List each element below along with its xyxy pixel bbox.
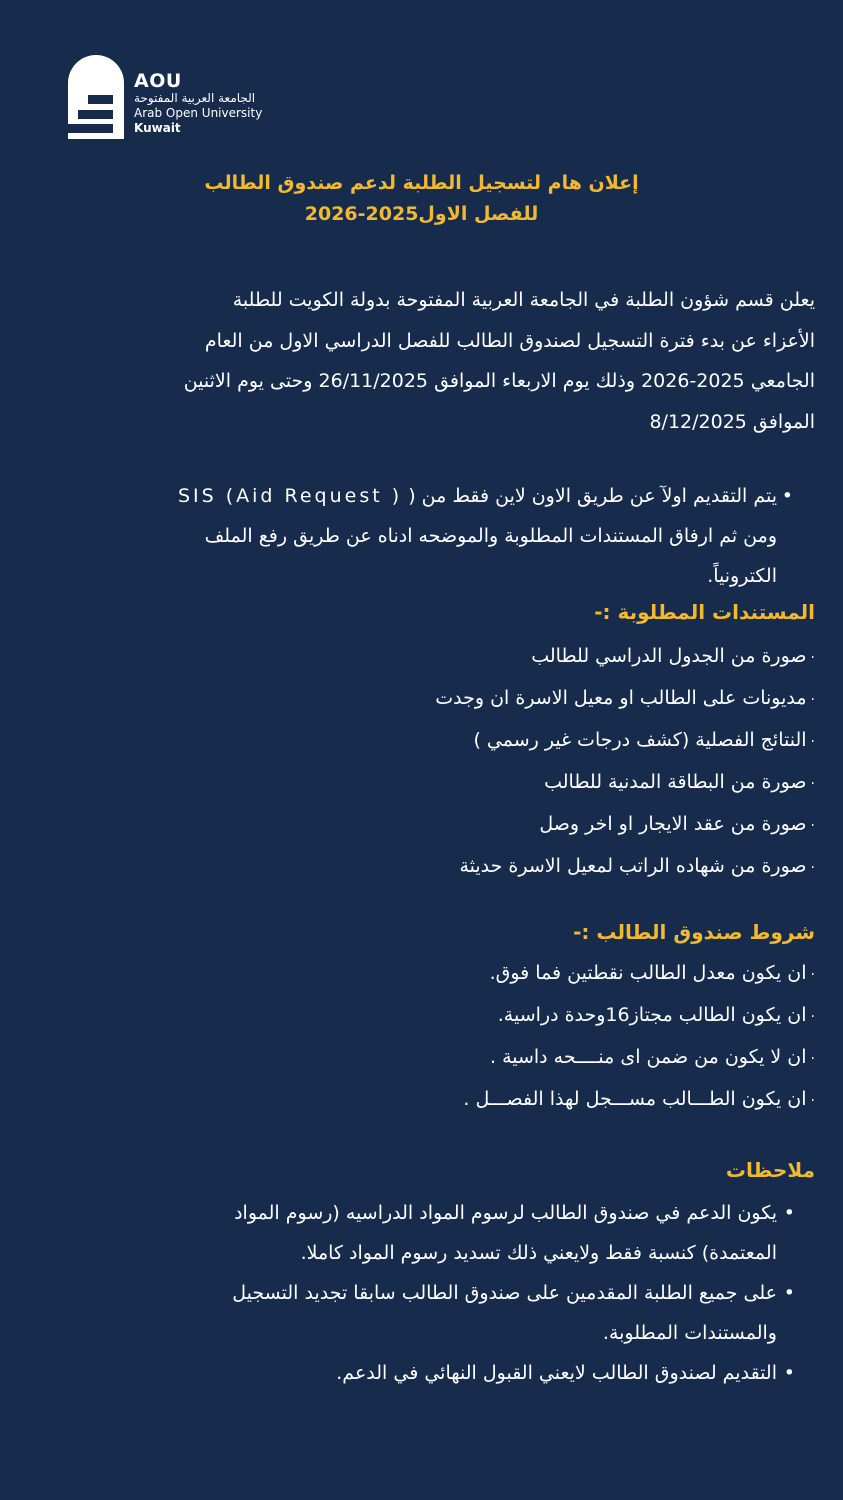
document-item-text: صورة من عقد الايجار او اخر وصل (539, 813, 807, 835)
bullet-icon: · (810, 692, 815, 708)
bullet-icon: · (810, 1093, 815, 1109)
note-line: والمستندات المطلوبة. (602, 1322, 777, 1344)
conditions-list (40, 953, 815, 1121)
intro-line: يعلن قسم شؤون الطلبة في الجامعة العربية المفتوحة بدولة الكويت للطلبة (232, 289, 815, 311)
condition-item-text: ان يكون الطـــالب مســـجل لهذا الفصـــل . (463, 1088, 807, 1110)
note-line: التقديم لصندوق الطالب لايعني القبول النهائي في الدعم. (336, 1362, 777, 1384)
condition-item (40, 1037, 815, 1079)
condition-item (40, 995, 815, 1037)
intro-line: الجامعي 2025-2026 وذلك يوم الاربعاء الموافق 26/11/2025 وحتى يوم الاثنين (183, 370, 815, 392)
aou-arch-logo-icon (67, 53, 125, 139)
note-line: يكون الدعم في صندوق الطالب لرسوم المواد الدراسيه (رسوم المواد (234, 1202, 777, 1224)
application-bullet-item (40, 476, 815, 596)
bullet-icon: · (810, 967, 815, 983)
logo-abbr: AOU (134, 70, 182, 92)
note-item (40, 1273, 815, 1353)
sis-aid-request-label: SIS (Aid Request ) (177, 485, 403, 507)
intro-paragraph (40, 280, 815, 442)
bullet-icon: · (810, 860, 815, 876)
intro-line: الموافق 8/12/2025 (649, 410, 815, 433)
document-item-text: مديونات على الطالب او معيل الاسرة ان وجدت (435, 687, 807, 709)
document-item (40, 846, 815, 888)
condition-item-text: ان يكون معدل الطالب نقطتين فما فوق. (489, 962, 807, 984)
document-item-text: صورة من البطاقة المدنية للطالب (544, 771, 807, 793)
notes-heading: ملاحظات (725, 1158, 815, 1182)
condition-item-text: ان لا يكون من ضمن اى منــــحه داسية . (489, 1046, 807, 1068)
condition-item (40, 953, 815, 995)
document-item (40, 762, 815, 804)
note-item (40, 1353, 815, 1393)
notes-list (40, 1193, 815, 1393)
announcement-title (0, 168, 843, 230)
note-line: المعتمدة) كنسبة فقط ولايعني ذلك تسديد رسوم المواد كاملا. (300, 1242, 777, 1264)
conditions-heading: شروط صندوق الطالب :- (573, 920, 815, 944)
document-item-text: النتائج الفصلية (كشف درجات غير رسمي ) (473, 729, 807, 751)
note-item (40, 1193, 815, 1273)
bullet-icon: · (810, 1051, 815, 1067)
logo-name-english: Arab Open University (134, 106, 263, 120)
title-line-2: للفصل الاول2025-2026 (304, 203, 539, 225)
bullet-icon: • (783, 1362, 795, 1384)
condition-item-text: ان يكون الطالب مجتاز16وحدة دراسية. (497, 1004, 807, 1026)
logo-branch: Kuwait (134, 121, 181, 135)
bullet-icon: · (810, 650, 815, 666)
application-line-1-arabic: يتم التقديم اولآ عن طريق الاون لاين فقط من ( (408, 485, 777, 507)
documents-heading: المستندات المطلوبة :- (594, 600, 815, 624)
document-item (40, 804, 815, 846)
document-item-text: صورة من الجدول الدراسي للطالب (531, 645, 807, 667)
intro-line: الأعزاء عن بدء فترة التسجيل لصندوق الطالب للفصل الدراسي الاول من العام (204, 329, 815, 352)
bullet-icon: • (781, 485, 793, 507)
bullet-icon: • (783, 1282, 795, 1304)
bullet-icon: · (810, 1009, 815, 1025)
bullet-icon: · (810, 818, 815, 834)
aou-logo (67, 53, 287, 143)
application-instructions (40, 476, 815, 596)
title-line-1: إعلان هام لتسجيل الطلبة لدعم صندوق الطالب (204, 172, 639, 194)
document-item (40, 720, 815, 762)
application-line-3: الكترونياً. (707, 565, 777, 587)
logo-text (134, 71, 262, 135)
bullet-icon: · (810, 776, 815, 792)
bullet-icon: · (810, 734, 815, 750)
application-line-2: ومن ثم ارفاق المستندات المطلوبة والموضحه ادناه عن طريق رفع الملف (204, 525, 777, 547)
note-line: على جميع الطلبة المقدمين على صندوق الطالب سابقا تجديد التسجيل (232, 1282, 777, 1304)
bullet-icon: • (783, 1202, 795, 1224)
logo-name-arabic: الجامعة العربية المفتوحة (134, 91, 256, 105)
document-item (40, 678, 815, 720)
application-line-1 (40, 476, 777, 516)
document-item-text: صورة من شهاده الراتب لمعيل الاسرة حديثة (459, 855, 807, 877)
document-item (40, 636, 815, 678)
documents-list (40, 636, 815, 888)
condition-item (40, 1079, 815, 1121)
